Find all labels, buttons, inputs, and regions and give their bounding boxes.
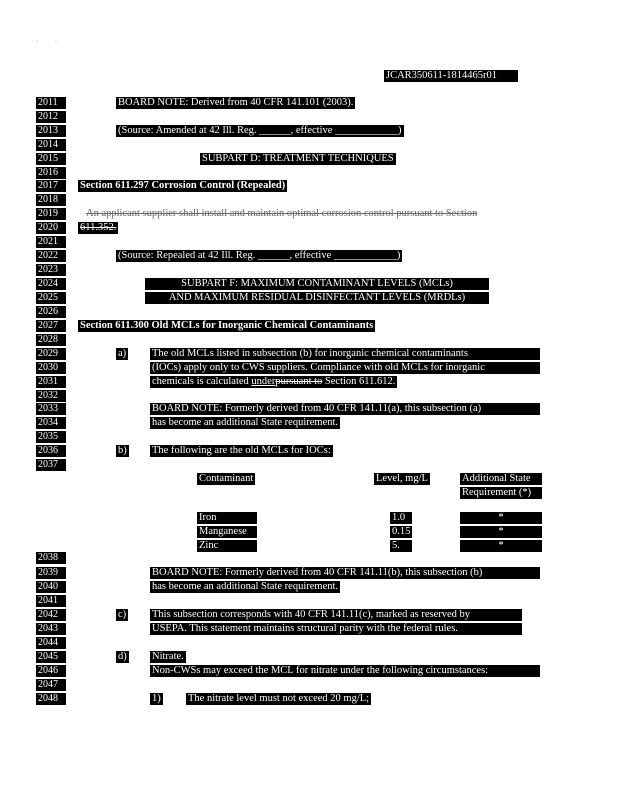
subsection-c-label: c)	[118, 609, 127, 620]
subpart-d-heading: SUBPART D: TREATMENT TECHNIQUES	[202, 153, 394, 164]
line-number: 2023	[36, 264, 66, 276]
subpart-f-heading-2: AND MAXIMUM RESIDUAL DISINFECTANT LEVELS (MRDLs)	[145, 292, 489, 304]
table-row-2-state: *	[460, 526, 542, 538]
table-header-state-1: Additional State	[460, 473, 542, 485]
table-row-2-level: 0.15	[392, 526, 411, 537]
line-number: 2027	[36, 320, 66, 332]
line-number: 2037	[36, 459, 66, 471]
line-number: 2034	[36, 417, 66, 429]
line-number: 2016	[36, 167, 66, 179]
line-number: 2038	[36, 552, 66, 564]
line-number: 2032	[36, 390, 66, 402]
table-row-1-contaminant: Iron	[197, 512, 257, 524]
line-number: 2012	[36, 111, 66, 123]
subsection-a-board-note-2: has become an additional State requirement.	[152, 417, 339, 428]
subsection-b-label: b)	[118, 445, 127, 456]
line-number: 2047	[36, 679, 66, 691]
subsection-d-title: Nitrate.	[152, 651, 184, 662]
line-number: 2018	[36, 194, 66, 206]
deleted-text: pursuant to	[275, 376, 323, 387]
line-number: 2015	[36, 153, 66, 165]
subsection-d-label: d)	[118, 651, 127, 662]
subsection-a-line-1: The old MCLs listed in subsection (b) for inorganic chemical contaminants	[150, 348, 540, 360]
line-number: 2046	[36, 665, 66, 677]
table-row-1-state: *	[460, 512, 542, 524]
source-note-2: (Source: Repealed at 42 Ill. Reg. ______, effective ____________)	[118, 250, 401, 261]
subsection-b-board-note-2: has become an additional State requirement.	[152, 581, 339, 592]
table-row-2-contaminant: Manganese	[197, 526, 257, 538]
line-number: 2040	[36, 581, 66, 593]
subsection-b-text: The following are the old MCLs for IOCs:	[152, 445, 331, 456]
line-number: 2045	[36, 651, 66, 663]
line-number: 2021	[36, 236, 66, 248]
line-number: 2020	[36, 222, 66, 234]
subsection-c-line-1: This subsection corresponds with 40 CFR 141.11(c), marked as reserved by	[150, 609, 522, 621]
line-number: 2044	[36, 637, 66, 649]
deleted-paragraph-297: An applicant supplier shall install and maintain optimal corrosion control pursuant to Section	[86, 208, 478, 219]
subpart-f-heading-1: SUBPART F: MAXIMUM CONTAMINANT LEVELS (MCLs)	[145, 278, 489, 290]
table-header-state-2: Requirement (*)	[460, 487, 542, 499]
subsection-a-line-3-post: Section 611.612.	[322, 376, 396, 387]
line-number: 2019	[36, 208, 66, 220]
line-number: 2042	[36, 609, 66, 621]
line-number: 2024	[36, 278, 66, 290]
line-number: 2043	[36, 623, 66, 635]
table-header-contaminant: Contaminant	[199, 473, 254, 484]
line-number: 2011	[36, 97, 66, 109]
subsection-a-board-note-1: BOARD NOTE: Formerly derived from 40 CFR 141.11(a), this subsection (a)	[150, 403, 540, 415]
scan-artifact: · ·	[36, 37, 58, 46]
section-611-297-heading: Section 611.297 Corrosion Control (Repealed)	[80, 180, 286, 191]
line-number: 2048	[36, 693, 66, 705]
document-id: JCAR350611-1814465r01	[384, 70, 518, 82]
inserted-text: under	[251, 376, 276, 387]
line-number: 2025	[36, 292, 66, 304]
section-611-300-heading: Section 611.300 Old MCLs for Inorganic Chemical Contaminants	[80, 320, 374, 331]
subsection-a-line-3	[150, 376, 397, 388]
line-number: 2029	[36, 348, 66, 360]
line-number: 2041	[36, 595, 66, 607]
source-note-1: (Source: Amended at 42 Ill. Reg. ______, effective ____________)	[118, 125, 402, 136]
table-row-3-level: 5.	[390, 540, 412, 552]
table-header-level: Level, mg/L	[376, 473, 428, 484]
line-number: 2039	[36, 567, 66, 579]
line-number: 2022	[36, 250, 66, 262]
line-number: 2013	[36, 125, 66, 137]
line-number: 2028	[36, 334, 66, 346]
line-number: 2026	[36, 306, 66, 318]
subsection-a-line-2: (IOCs) apply only to CWS suppliers. Compliance with old MCLs for inorganic	[150, 362, 540, 374]
line-number: 2035	[36, 431, 66, 443]
line-number: 2036	[36, 445, 66, 457]
board-note-1: BOARD NOTE: Derived from 40 CFR 141.101 (2003).	[118, 97, 354, 108]
subsection-d1-label: 1)	[152, 693, 161, 704]
table-row-3-contaminant: Zinc	[197, 540, 257, 552]
table-row-3-state: *	[460, 540, 542, 552]
deleted-paragraph-297-cont: 611.352.	[80, 222, 117, 233]
subsection-d1-text: The nitrate level must not exceed 20 mg/L;	[188, 693, 370, 704]
subsection-c-line-2: USEPA. This statement maintains structural parity with the federal rules.	[150, 623, 522, 635]
line-number: 2031	[36, 376, 66, 388]
line-number: 2033	[36, 403, 66, 415]
line-number: 2017	[36, 180, 66, 192]
subsection-d-text: Non-CWSs may exceed the MCL for nitrate under the following circumstances:	[150, 665, 540, 677]
subsection-a-label: a)	[118, 348, 127, 359]
table-row-1-level: 1.0	[390, 512, 412, 524]
subsection-b-board-note-1: BOARD NOTE: Formerly derived from 40 CFR 141.11(b), this subsection (b)	[150, 567, 540, 579]
subsection-a-line-3-pre: chemicals is calculated	[152, 376, 252, 387]
line-number: 2030	[36, 362, 66, 374]
line-number: 2014	[36, 139, 66, 151]
